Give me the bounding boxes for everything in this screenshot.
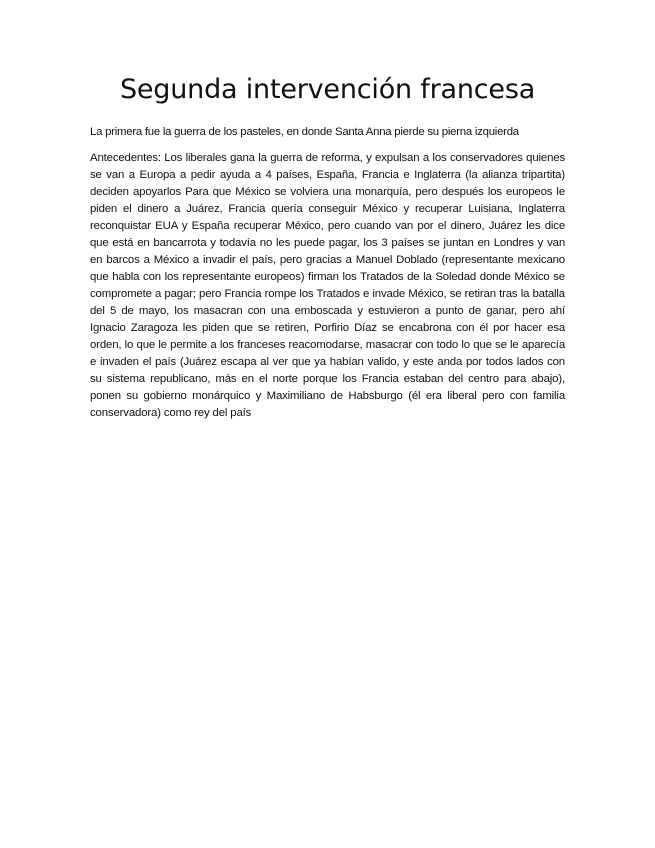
paragraph-intro: La primera fue la guerra de los pasteles, en donde Santa Anna pierde su pierna izquierda — [90, 126, 519, 138]
document-title: Segunda intervención francesa — [119, 74, 536, 105]
paragraph-antecedentes: Antecedentes: Los liberales gana la guerra de reforma, y expulsan a los conservadores quienes se van a Europa a pedir ayuda a 4 países, España, Francia e Inglaterra (la alianza tripartita) deciden apoyarlos Para que México se volviera una monarquía, pero después los europeos le piden el dinero a Juárez, Francia quería conseguir México y recuperar Luisiana, Inglaterra reconquistar EUA y España recuperar México, pero cuando van por el dinero, Juárez les dice que está en bancarrota y todavía no les puede pagar, los 3 países se juntan en Londres y van en barcos a México a invadir el país, pero gracias a Manuel Doblado (representante mexicano que habla con los representante europeos) firman los Tratados de la Soledad donde México se compromete a pagar; pero Francia rompe los Tratados e invade México, se retiran tras la batalla del 5 de mayo, los masacran con una emboscada y estuvieron a punto de ganar, pero ahí Ignacio Zaragoza les piden que se retiren, Porfirio Díaz se encabrona con él por hacer esa orden, lo que le permite a los franceses reacomodarse, masacrar con todo lo que se le aparecía e invaden el país (Juárez escapa al ver que ya habían valido, y este anda por todos lados con su sistema republicano, más en el norte porque los Francia estaban del centro para abajo), ponen su gobierno monárquico y Maximiliano de Habsburgo (él era liberal pero con familia conservadora) como rey del país — [90, 152, 565, 419]
